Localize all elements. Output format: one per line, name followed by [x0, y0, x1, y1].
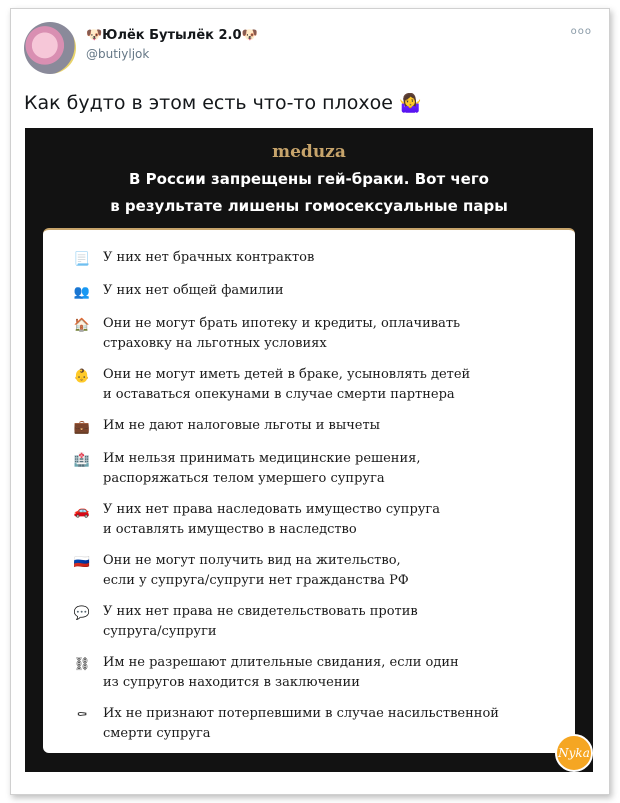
brand-logo: meduza — [272, 142, 346, 162]
headline-line-2: в результате лишены гомосексуальные пары — [110, 197, 508, 215]
tax-icon: 💼 — [73, 420, 91, 435]
headline-line-1: В России запрещены гей-браки. Вот чего — [129, 170, 489, 188]
display-name[interactable]: 🐶Юлёк Бутылёк 2.0🐶 — [86, 28, 258, 43]
list-item-line-1: У них нет права не свидетельствовать против — [103, 604, 418, 619]
tweet-header — [24, 22, 594, 78]
list-item-line-1: Им не разрешают длительные свидания, если один — [103, 655, 459, 670]
list-item-line-1: Им нельзя принимать медицинские решения, — [103, 451, 421, 466]
author-block — [86, 28, 258, 61]
shrug-emoji-icon: 🤷‍♀️ — [398, 93, 422, 114]
list-item-line-1: Им не дают налоговые льготы и вычеты — [103, 418, 381, 433]
avatar[interactable] — [24, 22, 76, 74]
list-item — [59, 602, 567, 642]
more-options-icon[interactable]: ooo — [570, 26, 592, 37]
list-item — [59, 416, 567, 436]
list-item-line-2: и оставлять имущество в наследство — [103, 522, 357, 537]
tweet-text-body: Как будто в этом есть что-то плохое — [24, 92, 393, 114]
list-item-line-2: из супругов находится в заключении — [103, 675, 360, 690]
list-item — [59, 653, 567, 693]
image-headline — [55, 166, 563, 220]
list-item — [59, 500, 567, 540]
list-item-line-2: супруга/супруги — [103, 624, 217, 639]
list-item — [59, 248, 567, 268]
list-item — [59, 281, 567, 301]
list-item-line-1: У них нет общей фамилии — [103, 283, 284, 298]
list-item-line-1: Они не могут брать ипотеку и кредиты, оплачивать — [103, 316, 461, 331]
list-item-line-1: У них нет права наследовать имущество супруга — [103, 502, 440, 517]
list-item — [59, 449, 567, 489]
speech-bubble-icon: 💬 — [73, 606, 91, 621]
house-icon: 🏠 — [73, 318, 91, 333]
list-item-line-1: Их не признают потерпевшими в случае насильственной — [103, 706, 499, 721]
list-item-line-1: У них нет брачных контрактов — [103, 250, 315, 265]
list-item-line-1: Они не могут получить вид на жительство, — [103, 553, 401, 568]
russia-flag-icon: 🇷🇺 — [73, 555, 91, 570]
list-item — [59, 704, 567, 744]
rights-list-panel — [43, 228, 575, 753]
baby-icon: 👶 — [73, 369, 91, 384]
attached-image[interactable] — [25, 128, 593, 772]
document-icon: 📃 — [73, 252, 91, 267]
list-item-line-1: Они не могут иметь детей в браке, усыновлять детей — [103, 367, 471, 382]
watermark-logo: Nyka — [555, 734, 593, 772]
list-item-line-2: если у супруга/супруги нет гражданства РФ — [103, 573, 409, 588]
list-item-line-2: распоряжаться телом умершего супруга — [103, 471, 385, 486]
list-item-line-2: и оставаться опекунами в случае смерти партнера — [103, 387, 455, 402]
list-item-line-2: смерти супруга — [103, 726, 211, 741]
list-item — [59, 365, 567, 405]
chains-icon: ⛓ — [73, 657, 91, 672]
tweet-text — [24, 92, 421, 114]
list-item — [59, 551, 567, 591]
list-item — [59, 314, 567, 354]
hospital-icon: 🏥 — [73, 453, 91, 468]
people-icon: 👥 — [73, 285, 91, 300]
coffin-icon: ⚰ — [76, 708, 88, 723]
rights-list — [59, 248, 567, 755]
car-icon: 🚗 — [73, 504, 91, 519]
list-item-line-2: страховку на льготных условиях — [103, 336, 327, 351]
user-handle[interactable]: @butiyljok — [86, 47, 150, 61]
